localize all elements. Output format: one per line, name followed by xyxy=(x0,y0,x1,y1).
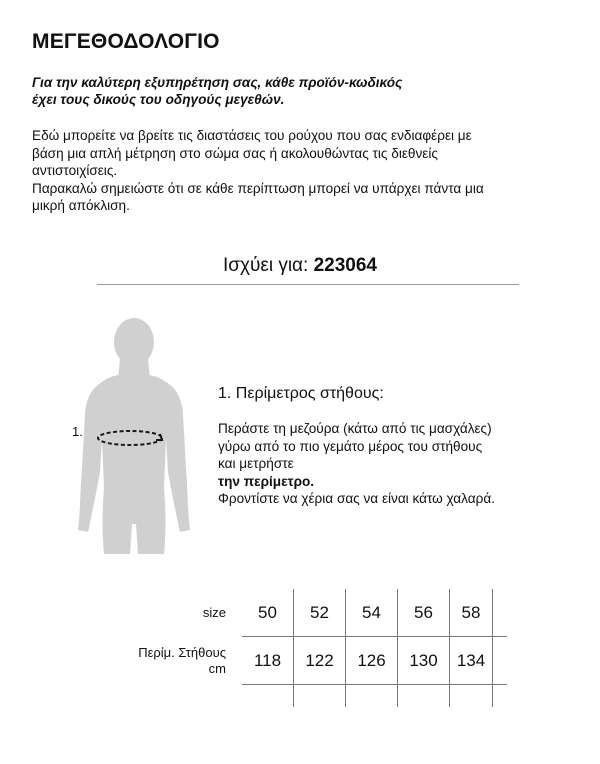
chest-cell: 122 xyxy=(294,637,346,685)
size-label: size xyxy=(202,604,226,620)
product-code: 223064 xyxy=(313,255,377,276)
table-row xyxy=(100,637,507,685)
size-cell: 56 xyxy=(398,589,450,637)
table-row xyxy=(100,589,507,637)
chest-unit: cm xyxy=(208,660,226,676)
valid-for-heading xyxy=(0,255,600,277)
intro-text xyxy=(32,74,572,108)
description-line: βάση μια απλή μέτρηση στο σώμα σας ή ακολουθώντας τις διεθνείς xyxy=(32,145,438,161)
measurement-title: 1. Περίμετρος στήθους: xyxy=(218,385,384,402)
measurement-instructions xyxy=(218,420,578,508)
size-cell: 54 xyxy=(346,589,398,637)
divider xyxy=(97,284,519,285)
table-spacer xyxy=(493,589,508,637)
instruction-line: Φροντίστε να χέρια σας να είναι κάτω χαλαρά. xyxy=(218,491,495,506)
empty-cell xyxy=(450,685,493,708)
empty-cell xyxy=(100,685,242,708)
body-silhouette-icon xyxy=(62,318,202,565)
description-text xyxy=(32,127,572,215)
table-spacer xyxy=(493,685,508,708)
empty-cell xyxy=(294,685,346,708)
table-spacer xyxy=(493,637,508,685)
valid-for-label: Ισχύει για: xyxy=(222,255,314,276)
instruction-line: γύρω από το πιο γεμάτο μέρος του στήθους xyxy=(218,438,483,454)
instruction-emphasis: την περίμετρο. xyxy=(218,473,315,489)
chest-cell: 126 xyxy=(346,637,398,685)
chest-label xyxy=(100,637,242,685)
empty-cell xyxy=(346,685,398,708)
empty-cell xyxy=(398,685,450,708)
description-line: αντιστοιχίσεις. xyxy=(32,163,118,178)
description-line: Εδώ μπορείτε να βρείτε τις διαστάσεις του ρούχου που σας ενδιαφέρει με xyxy=(32,128,472,143)
size-table xyxy=(100,589,507,707)
measurement-marker: 1. xyxy=(72,424,83,439)
size-cell: 50 xyxy=(242,589,294,637)
page-title: ΜΕΓΕΘΟΔΟΛΟΓΙΟ xyxy=(32,30,220,53)
size-cell: 52 xyxy=(294,589,346,637)
instruction-text: και μετρήστε xyxy=(218,456,294,471)
size-cell: 58 xyxy=(450,589,493,637)
empty-cell xyxy=(242,685,294,708)
chest-cell: 118 xyxy=(242,637,294,685)
intro-line: Για την καλύτερη εξυπηρέτηση σας, κάθε προϊόν-κωδικός xyxy=(32,75,403,90)
chest-cell: 130 xyxy=(398,637,450,685)
description-line: μικρή απόκλιση. xyxy=(32,198,130,213)
instruction-line xyxy=(218,455,578,490)
description-line: Παρακαλώ σημειώστε ότι σε κάθε περίπτωση μπορεί να υπάρχει πάντα μια xyxy=(32,180,484,196)
chest-label-text: Περίμ. Στήθους xyxy=(138,644,226,660)
intro-line: έχει τους δικούς του οδηγούς μεγεθών. xyxy=(32,92,285,107)
chest-cell: 134 xyxy=(450,637,493,685)
instruction-line: Περάστε τη μεζούρα (κάτω από τις μασχάλες) xyxy=(218,421,492,436)
table-row xyxy=(100,685,507,708)
